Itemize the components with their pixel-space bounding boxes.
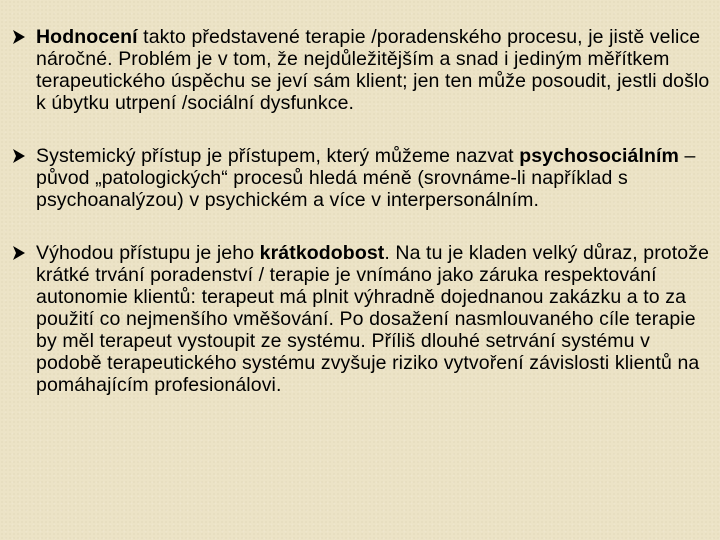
arrow-bullet-icon: [12, 29, 26, 45]
bullet-text-segment: takto představené terapie /poradenského procesu, je jistě velice náročné. Problém je v tom, že nejdůležitějším a snad i jediným měřítkem terapeutického úspěchu se jeví sám klient; jen ten může posoudit, jestli došlo k úbytku utrpení /sociální dysfunkce.: [36, 26, 710, 114]
arrow-bullet-icon: [12, 148, 26, 164]
bullet-text: [36, 242, 709, 396]
bullet-emphasis: psychosociálním: [519, 145, 679, 167]
bullet-text-segment: . Na tu je kladen velký důraz, protože krátké trvání poradenství / terapie je vnímáno jako záruka respektování autonomie klientů: terapeut má plnit výhradně dojednanou zakázku a to za použití co nejmenšího vměšování. Po dosažení nasmlouvaného cíle terapie by měl terapeut vystoupit ze systému. Příliš dlouhé setrvání systému v podobě terapeutického systému zvyšuje riziko vytvoření závislosti klientů na pomáhajícím profesionálovi.: [36, 242, 710, 396]
bullet-text-segment: Systemický přístup je přístupem, který můžeme nazvat: [36, 145, 520, 167]
bullet-text: [36, 26, 709, 114]
bullet-item: [10, 145, 710, 211]
bullet-text: [36, 145, 695, 211]
bullet-text-segment: Výhodou přístupu je jeho: [36, 242, 260, 264]
bullet-item: [10, 242, 710, 396]
bullet-emphasis: krátkodobost: [259, 242, 385, 264]
arrow-bullet-icon: [12, 245, 26, 261]
bullet-item: [10, 26, 710, 114]
bullet-text-segment: – původ „patologických“ procesů hledá méně (srovnáme-li například s psychoanalýzou) v psychickém a více v interpersonálním.: [36, 145, 696, 211]
bullet-emphasis: Hodnocení: [36, 26, 138, 48]
